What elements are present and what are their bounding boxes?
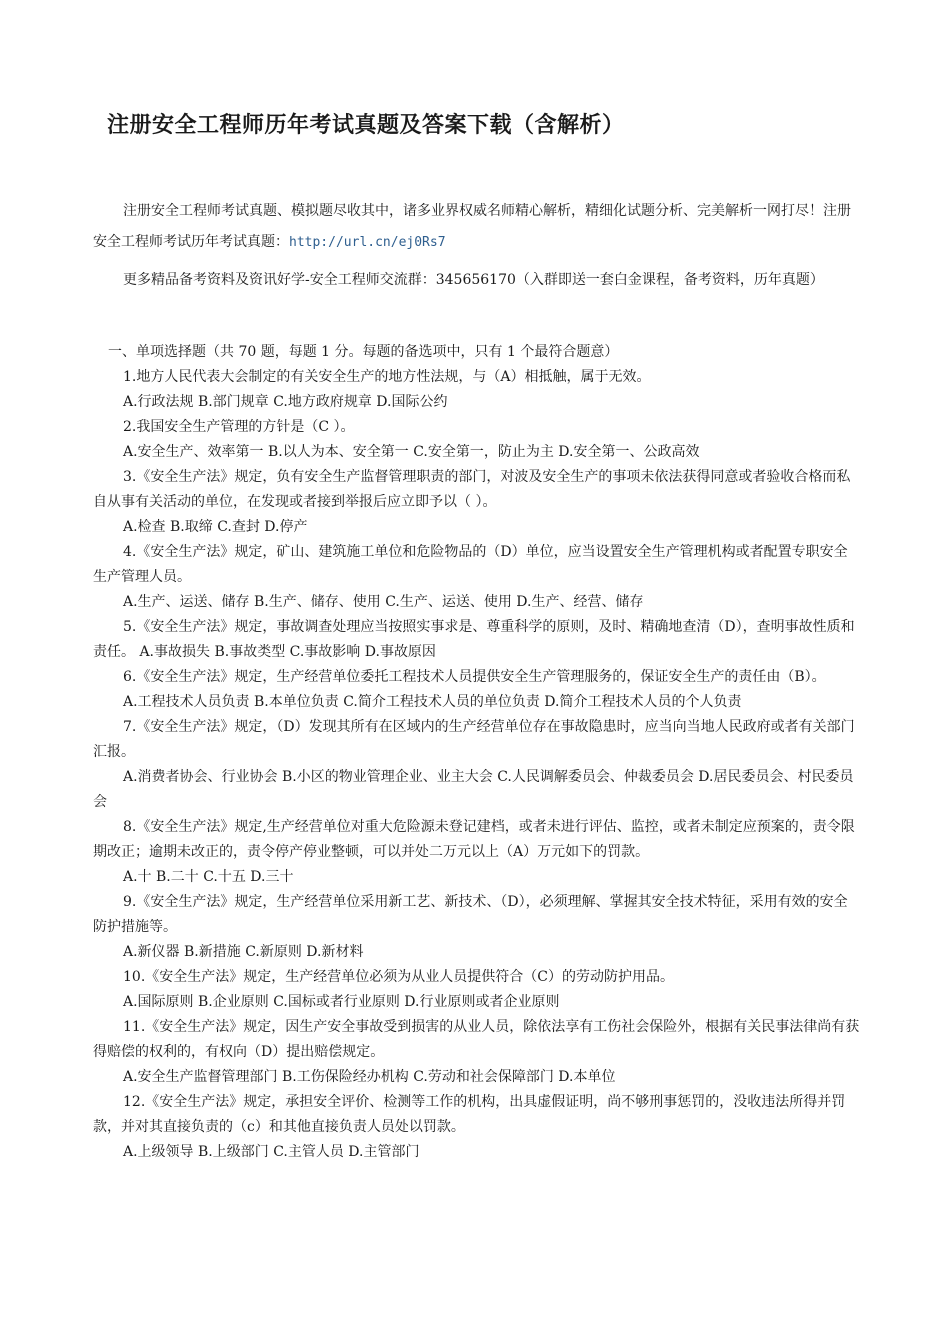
section-heading: 一、单项选择题（共 70 题，每题 1 分。每题的备选项中，只有 1 个最符合题意） [108,344,619,360]
question-text: 12.《安全生产法》规定，承担安全评价、检测等工作的机构，出具虚假证明，尚不够刑事惩罚的，没收违法所得并罚款，并对其直接负责的（c）和其他直接负责人员处以罚款。 [93,1094,846,1135]
question-options: A.安全生产、效率第一 B.以人为本、安全第一 C.安全第一，防止为主 D.安全第一、公政高效 [123,444,700,460]
question-options: A.生产、运送、储存 B.生产、储存、使用 C.生产、运送、使用 D.生产、经营、储存 [123,594,644,610]
question-text: 11.《安全生产法》规定，因生产安全事故受到损害的从业人员，除依法享有工伤社会保险外，根据有关民事法律尚有获得赔偿的权利的，有权向（D）提出赔偿规定。 [93,1019,860,1060]
question-text: 10.《安全生产法》规定，生产经营单位必须为从业人员提供符合（C）的劳动防护用品。 [123,969,674,985]
intro-text: 注册安全工程师考试真题、模拟题尽收其中，诸多业界权威名师精心解析，精细化试题分析、完美解析一网打尽！注册安全工程师考试历年考试真题： [93,203,851,250]
question-options: A.行政法规 B.部门规章 C.地方政府规章 D.国际公约 [123,394,448,410]
question-options: A.十 B.二十 C.十五 D.三十 [123,869,294,885]
question-options: A.上级领导 B.上级部门 C.主管人员 D.主管部门 [123,1144,420,1160]
study-group-note: 更多精品备考资料及资讯好学-安全工程师交流群：345656170（入群即送一套白金课程，备考资料，历年真题） [123,272,824,288]
question-text: 6.《安全生产法》规定，生产经营单位委托工程技术人员提供安全生产管理服务的，保证安全生产的责任由（B）。 [123,669,826,685]
question-text: 7.《安全生产法》规定，（D）发现其所有在区域内的生产经营单位存在事故隐患时，应当向当地人民政府或者有关部门汇报。 [93,719,855,760]
question-text: 2.我国安全生产管理的方针是（C ）。 [123,419,355,435]
question-options: A.国际原则 B.企业原则 C.国标或者行业原则 D.行业原则或者企业原则 [123,994,560,1010]
question-options: A.检查 B.取缔 C.查封 D.停产 [123,519,308,535]
question-text: 4.《安全生产法》规定，矿山、建筑施工单位和危险物品的（D）单位，应当设置安全生产管理机构或者配置专职安全生产管理人员。 [93,544,848,585]
exam-link[interactable]: http://url.cn/ej0Rs7 [289,235,446,250]
question-text: 5.《安全生产法》规定，事故调查处理应当按照实事求是、尊重科学的原则，及时、精确地查清（D），查明事故性质和责任。 A.事故损失 B.事故类型 C.事故影响 D.事故原因 [93,619,855,660]
question-text: 3.《安全生产法》规定，负有安全生产监督管理职责的部门，对波及安全生产的事项未依法获得同意或者验收合格而私自从事有关活动的单位，在发现或者接到举报后应立即予以（ ）。 [93,469,851,510]
question-text: 9.《安全生产法》规定，生产经营单位采用新工艺、新技术、（D），必须理解、掌握其安全技术特征，采用有效的安全防护措施等。 [93,894,848,935]
question-text: 1.地方人民代表大会制定的有关安全生产的地方性法规，与（A）相抵触，属于无效。 [123,369,651,385]
page-title: 注册安全工程师历年考试真题及答案下载（含解析） [107,112,625,138]
question-list [93,340,861,1165]
intro-paragraph [93,196,861,258]
question-options: A.新仪器 B.新措施 C.新原则 D.新材料 [123,944,364,960]
question-options: A.工程技术人员负责 B.本单位负责 C.简介工程技术人员的单位负责 D.简介工程技术人员的个人负责 [123,694,742,710]
question-text: 8.《安全生产法》规定,生产经营单位对重大危险源未登记建档，或者未进行评估、监控，或者未制定应预案的，责令限期改正；逾期未改正的，责令停产停业整顿，可以并处二万元以上（A）万元如下的罚款。 [93,819,855,860]
question-options: A.安全生产监督管理部门 B.工伤保险经办机构 C.劳动和社会保障部门 D.本单位 [123,1069,616,1085]
question-options: A.消费者协会、行业协会 B.小区的物业管理企业、业主大会 C.人民调解委员会、仲裁委员会 D.居民委员会、村民委员会 [93,769,854,810]
